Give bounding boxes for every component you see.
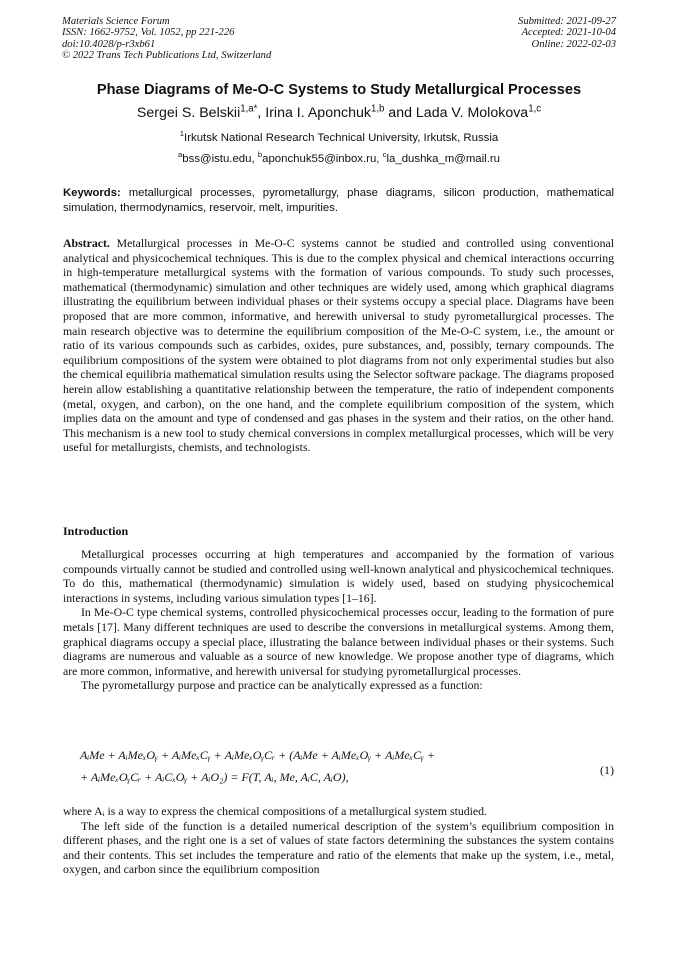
email-link[interactable]: la_dushka_m@mail.ru	[386, 153, 500, 165]
submitted-date: Submitted: 2021-09-27	[518, 16, 616, 27]
paragraph: In Me-O-C type chemical systems, controlled physicochemical processes occur, leading to the formation of pure metals [17]. Many different techniques are used to describe the conversions in metallurgical systems. Among them, graphical diagrams occupy a special place, illustrating the balance between individual phases or their systems. Such diagrams are numerous and valuable as a source of new knowledge. We propose another type of diagrams, which are more common, informative, and herewith universal for studying pyrometallurgical processes.	[63, 605, 614, 678]
post-equation-body	[63, 804, 614, 877]
online-date: Online: 2022-02-03	[531, 38, 616, 50]
affiliation	[40, 129, 638, 144]
email-link[interactable]: aponchuk55@inbox.ru,	[262, 153, 383, 165]
author-separator: and	[384, 105, 416, 121]
author-list	[20, 105, 658, 121]
author-name: Irina I. Aponchuk	[265, 105, 371, 121]
author-superscript: 1,c	[528, 103, 542, 115]
accepted-date: Accepted: 2021-10-04	[521, 27, 616, 39]
journal-header-left	[62, 16, 271, 62]
journal-name: Materials Science Forum	[62, 16, 170, 27]
email-superscript: c	[382, 150, 387, 160]
section-heading-introduction: Introduction	[63, 524, 129, 538]
keywords-block	[63, 186, 614, 216]
journal-copyright: © 2022 Trans Tech Publications Ltd, Switzerland	[62, 50, 272, 62]
author-separator: ,	[257, 105, 266, 121]
paragraph: The left side of the function is a detailed numerical description of the system’s equilibrium composition in different phases, and the right one is a set of values of state factors determining the substances the system contains and their contents. This set includes the temperature and ratio of the elements that make up the system, i.e., metal, oxygen, and carbon since the equilibrium composition	[63, 818, 614, 877]
paragraph: where Aᵢ is a way to express the chemical compositions of a metallurgical system studied.	[63, 804, 488, 818]
equation-line: AᵢMe + AᵢMeₓOᵧ + AᵢMeₓCᵧ + AᵢMeₓOᵧCᵣ + (AᵢMe + AᵢMeₓOᵧ + AᵢMeₓCᵧ +	[80, 748, 435, 762]
paper-title: Phase Diagrams of Me-O-C Systems to Study Metallurgical Processes	[96, 82, 582, 98]
abstract-text: Metallurgical processes in Me-O-C systems cannot be studied and controlled using conventional analytical and physicochemical techniques. This is due to the complex physical and chemical interactions occurring in high-temperature metallurgical systems with the formation of various compounds. To study such processes, mathematical (thermodynamic) simulation and other techniques are widely used, among which graphical diagrams illustrating the equilibrium between individual phases or their systems occupy a special place. Diagrams have been proposed that are more common, informative, and herewith universal to study pyrometallurgical processes. The main research objective was to determine the equilibrium composition of the Me-O-C system, i.e., the amount or ratio of its various compounds such as carbides, oxides, pure substances, and, possibly, ternary compounds. The equilibrium compositions of the system were obtained to plot diagrams from not only experimental studies but also the chemical equilibria mathematical simulation results using the Selector software package. The diagrams proposed herein allow establishing a quantitative relationship between the temperature, the ratio of independent components (metal, oxygen, and carbon), on the one hand, and the complete equilibrium composition of the system, which implies data on the amount and type of condensed and gas phases in the system and their ratios, on the other hand. This mechanism is a new tool to study chemical conversions in complex metallurgical processes, which will be very useful for metallurgists, chemists, and technologists.	[63, 236, 614, 455]
keywords-label: Keywords:	[63, 187, 121, 199]
email-superscript: b	[257, 150, 263, 160]
journal-issn: ISSN: 1662-9752, Vol. 1052, pp 221-226	[62, 27, 235, 39]
affiliation-superscript: 1	[179, 129, 185, 139]
abstract-block	[63, 236, 614, 455]
author-superscript: 1,b	[370, 103, 385, 115]
paragraph: Metallurgical processes occurring at high temperatures and accompanied by the formation of various compounds virtually cannot be studied and controlled using well-known analytical and physicochemical techniques. To do this, mathematical (thermodynamic) simulation is widely used, based on studying physicochemical interactions in systems, including various simulation types [1–16].	[63, 547, 614, 605]
keywords-text: metallurgical processes, pyrometallurgy, phase diagrams, silicon production, mathematical simulation, thermodynamics, reservoir, melt, impurities.	[63, 187, 614, 214]
introduction-body	[63, 547, 614, 693]
affiliation-text: Irkutsk National Research Technical University, Irkutsk, Russia	[184, 132, 499, 144]
journal-doi: doi:10.4028/p-r3xb61	[62, 38, 156, 50]
equation-1	[80, 744, 614, 788]
email-link[interactable]: bss@istu.edu,	[182, 153, 258, 165]
email-list	[40, 150, 638, 165]
author-superscript: 1,a*	[240, 103, 258, 115]
equation-number: (1)	[600, 763, 614, 777]
author-name: Sergei S. Belskii	[136, 105, 241, 121]
journal-header-right	[518, 16, 616, 50]
equation-line: + AᵢMeₓOᵧCᵣ + AᵢCₓOᵧ + AᵢO₂) = F(T, Aᵢ, Me, AᵢC, AᵢO),	[80, 770, 349, 784]
email-superscript: a	[177, 150, 183, 160]
paragraph: The pyrometallurgy purpose and practice can be analytically expressed as a function:	[81, 678, 483, 693]
author-name: Lada V. Molokova	[415, 105, 529, 121]
abstract-label: Abstract.	[63, 236, 110, 250]
